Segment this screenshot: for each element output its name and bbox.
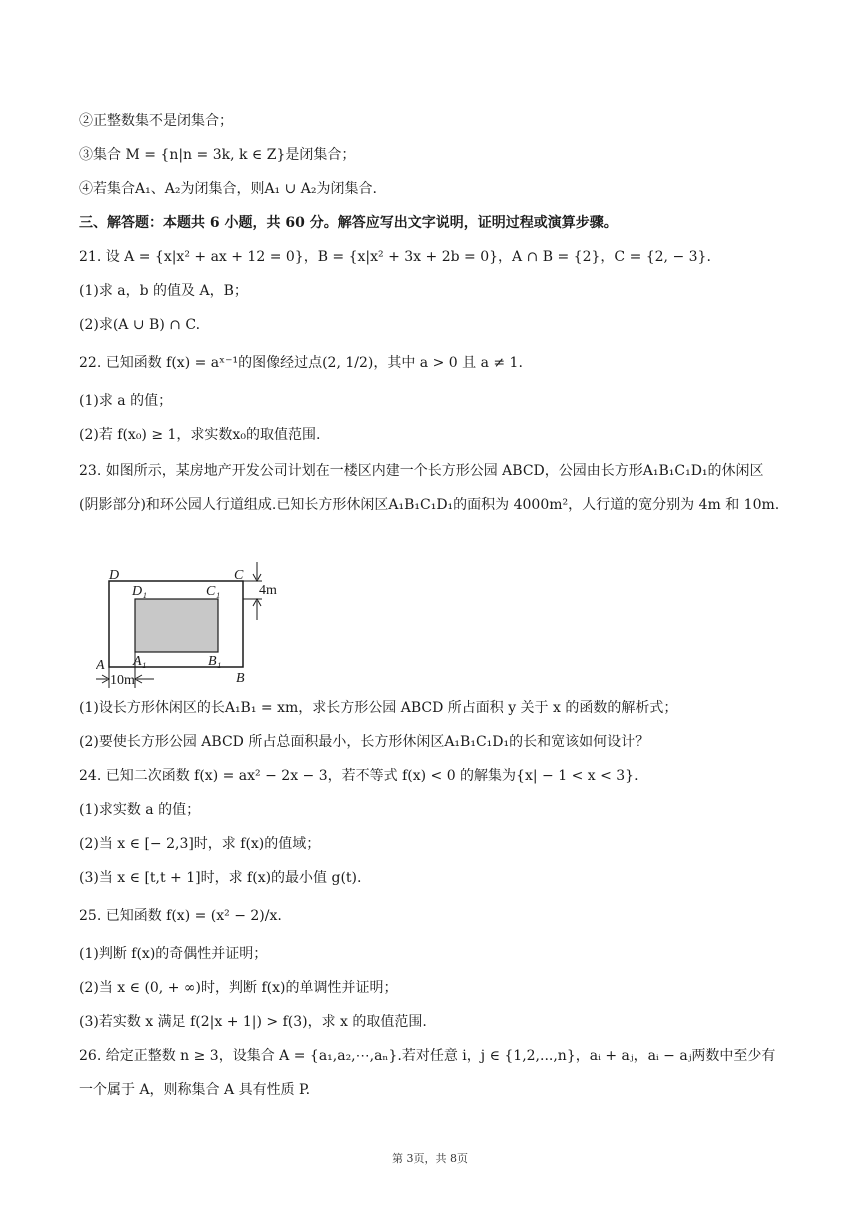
- text-line: (2)当 x ∈ [− 2,3]时，求 f(x)的值域；: [79, 836, 321, 852]
- question-23: 23. 如图所示，某房地产开发公司计划在一楼区内建一个长方形公园 ABCD，公园由长方形A₁B₁C₁D₁的休闲区(阴影部分)和环公园人行道组成.已知长方形休闲区A₁B₁C₁D₁的面积为 4000m²，人行道的宽分别为 4m 和 10m.: [79, 463, 780, 513]
- question-25: 25. 已知函数 f(x) = (x² − 2)/x.: [79, 908, 282, 924]
- question-21: 21. 设 A = {x|x² + ax + 12 = 0}，B = {x|x² + 3x + 2b = 0}，A ∩ B = {2}，C = {2, − 3}.: [79, 249, 711, 265]
- label-10m: 10m: [110, 673, 135, 688]
- label-c1: C₁: [206, 584, 221, 599]
- label-b: B: [236, 671, 245, 686]
- park-diagram: [96, 562, 296, 690]
- label-4m: 4m: [259, 583, 277, 598]
- text-line: ③集合 M = {n|n = 3k, k ∈ Z}是闭集合；: [79, 147, 356, 163]
- text-line: (2)若 f(x₀) ≥ 1，求实数x₀的取值范围.: [79, 427, 321, 443]
- label-d1: D₁: [132, 584, 147, 599]
- text-line: (3)当 x ∈ [t,t + 1]时，求 f(x)的最小值 g(t).: [79, 870, 362, 886]
- leisure-area-rect: [135, 599, 218, 652]
- question-22: 22. 已知函数 f(x) = aˣ⁻¹的图像经过点(2, 1/2)，其中 a > 0 且 a ≠ 1.: [79, 355, 523, 371]
- label-b1: B₁: [208, 654, 222, 669]
- label-a1: A₁: [133, 654, 147, 669]
- section-heading: 三、解答题：本题共 6 小题，共 60 分。解答应写出文字说明，证明过程或演算步骤。: [79, 215, 618, 231]
- text-line: (1)设长方形休闲区的长A₁B₁ = xm，求长方形公园 ABCD 所占面积 y 关于 x 的函数的解析式；: [79, 700, 678, 716]
- question-26: 26. 给定正整数 n ≥ 3，设集合 A = {a₁,a₂,⋯,aₙ}.若对任意 i，j ∈ {1,2,...,n}，aᵢ + aⱼ，aᵢ − aⱼ两数中至少有一个属于 A，则称集合 A 具有性质 P.: [79, 1048, 776, 1098]
- question-24: 24. 已知二次函数 f(x) = ax² − 2x − 3，若不等式 f(x) < 0 的解集为{x| − 1 < x < 3}.: [79, 768, 639, 784]
- text-line: (2)求(A ∪ B) ∩ C.: [79, 317, 201, 333]
- text-line: (3)若实数 x 满足 f(2|x + 1|) > f(3)，求 x 的取值范围.: [79, 1014, 427, 1030]
- text-line: (1)求 a 的值；: [79, 393, 173, 409]
- text-line: ④若集合A₁、A₂为闭集合，则A₁ ∪ A₂为闭集合.: [79, 181, 377, 197]
- text-line: (2)当 x ∈ (0, + ∞)时，判断 f(x)的单调性并证明；: [79, 980, 398, 996]
- text-line: (1)判断 f(x)的奇偶性并证明；: [79, 946, 268, 962]
- page-footer: 第 3页，共 8页: [392, 1152, 468, 1165]
- text-line: (1)求实数 a 的值；: [79, 802, 201, 818]
- text-line: (1)求 a，b 的值及 A，B；: [79, 283, 248, 299]
- label-d: D: [109, 568, 120, 583]
- label-a: A: [96, 658, 105, 673]
- label-c: C: [234, 568, 244, 583]
- text-line: ②正整数集不是闭集合；: [79, 113, 233, 129]
- text-line: (2)要使长方形公园 ABCD 所占总面积最小，长方形休闲区A₁B₁C₁D₁的长和宽该如何设计？: [79, 734, 650, 750]
